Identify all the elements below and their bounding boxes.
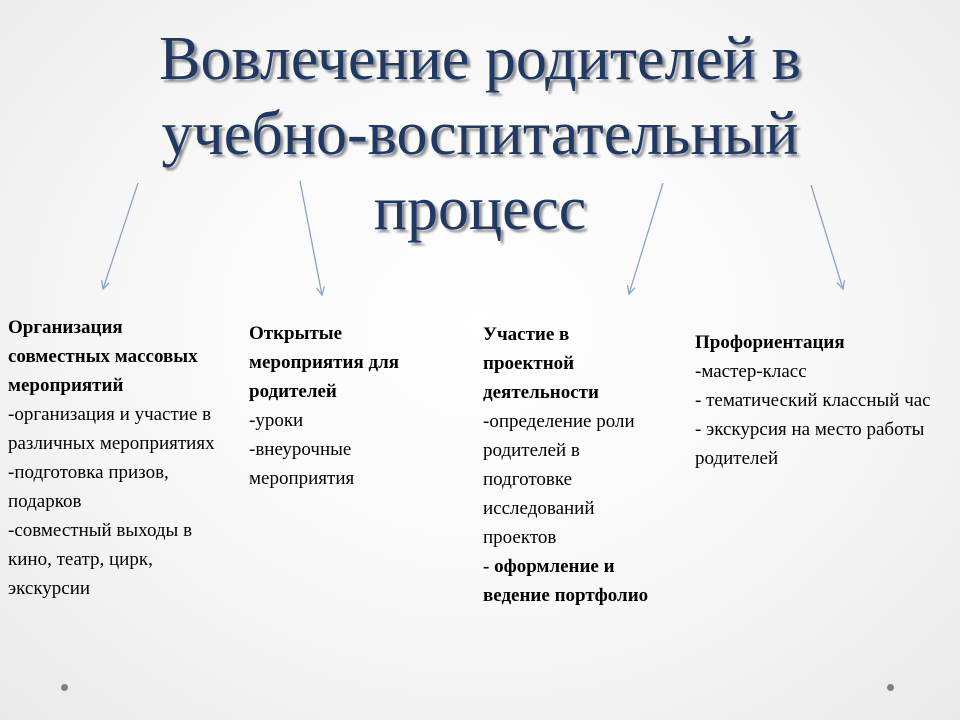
column-bold-item: - оформление и ведение портфолио (483, 556, 649, 606)
bullet-dot-icon (61, 684, 68, 691)
column-open-events (249, 319, 399, 493)
title-line-3: процесс (373, 175, 587, 243)
column-items: -мастер-класс - тематический классный час - экскурсия на место работы родителей (695, 361, 931, 469)
column-heading: Организация совместных массовых мероприятий (8, 317, 198, 396)
column-items: -уроки -внеурочные мероприятия (249, 410, 355, 489)
column-heading: Участие в проектной деятельности (483, 324, 599, 403)
column-heading: Профориентация (695, 332, 845, 353)
column-career-guidance (695, 328, 931, 473)
column-heading: Открытые мероприятия для родителей (249, 323, 400, 402)
column-items: -организация и участие в различных мероприятиях -подготовка призов, подарков -совместный выходы в кино, театр, цирк, экскурсии (8, 404, 215, 599)
slide-title (40, 22, 920, 247)
title-line-2: учебно-воспитательный (161, 100, 799, 168)
column-items: -определение роли родителей в подготовке исследований проектов (483, 411, 635, 548)
column-joint-events (8, 313, 215, 603)
bullet-dot-icon (887, 684, 894, 691)
title-line-1: Вовлечение родителей в (159, 25, 801, 93)
column-project-activity (483, 320, 648, 610)
